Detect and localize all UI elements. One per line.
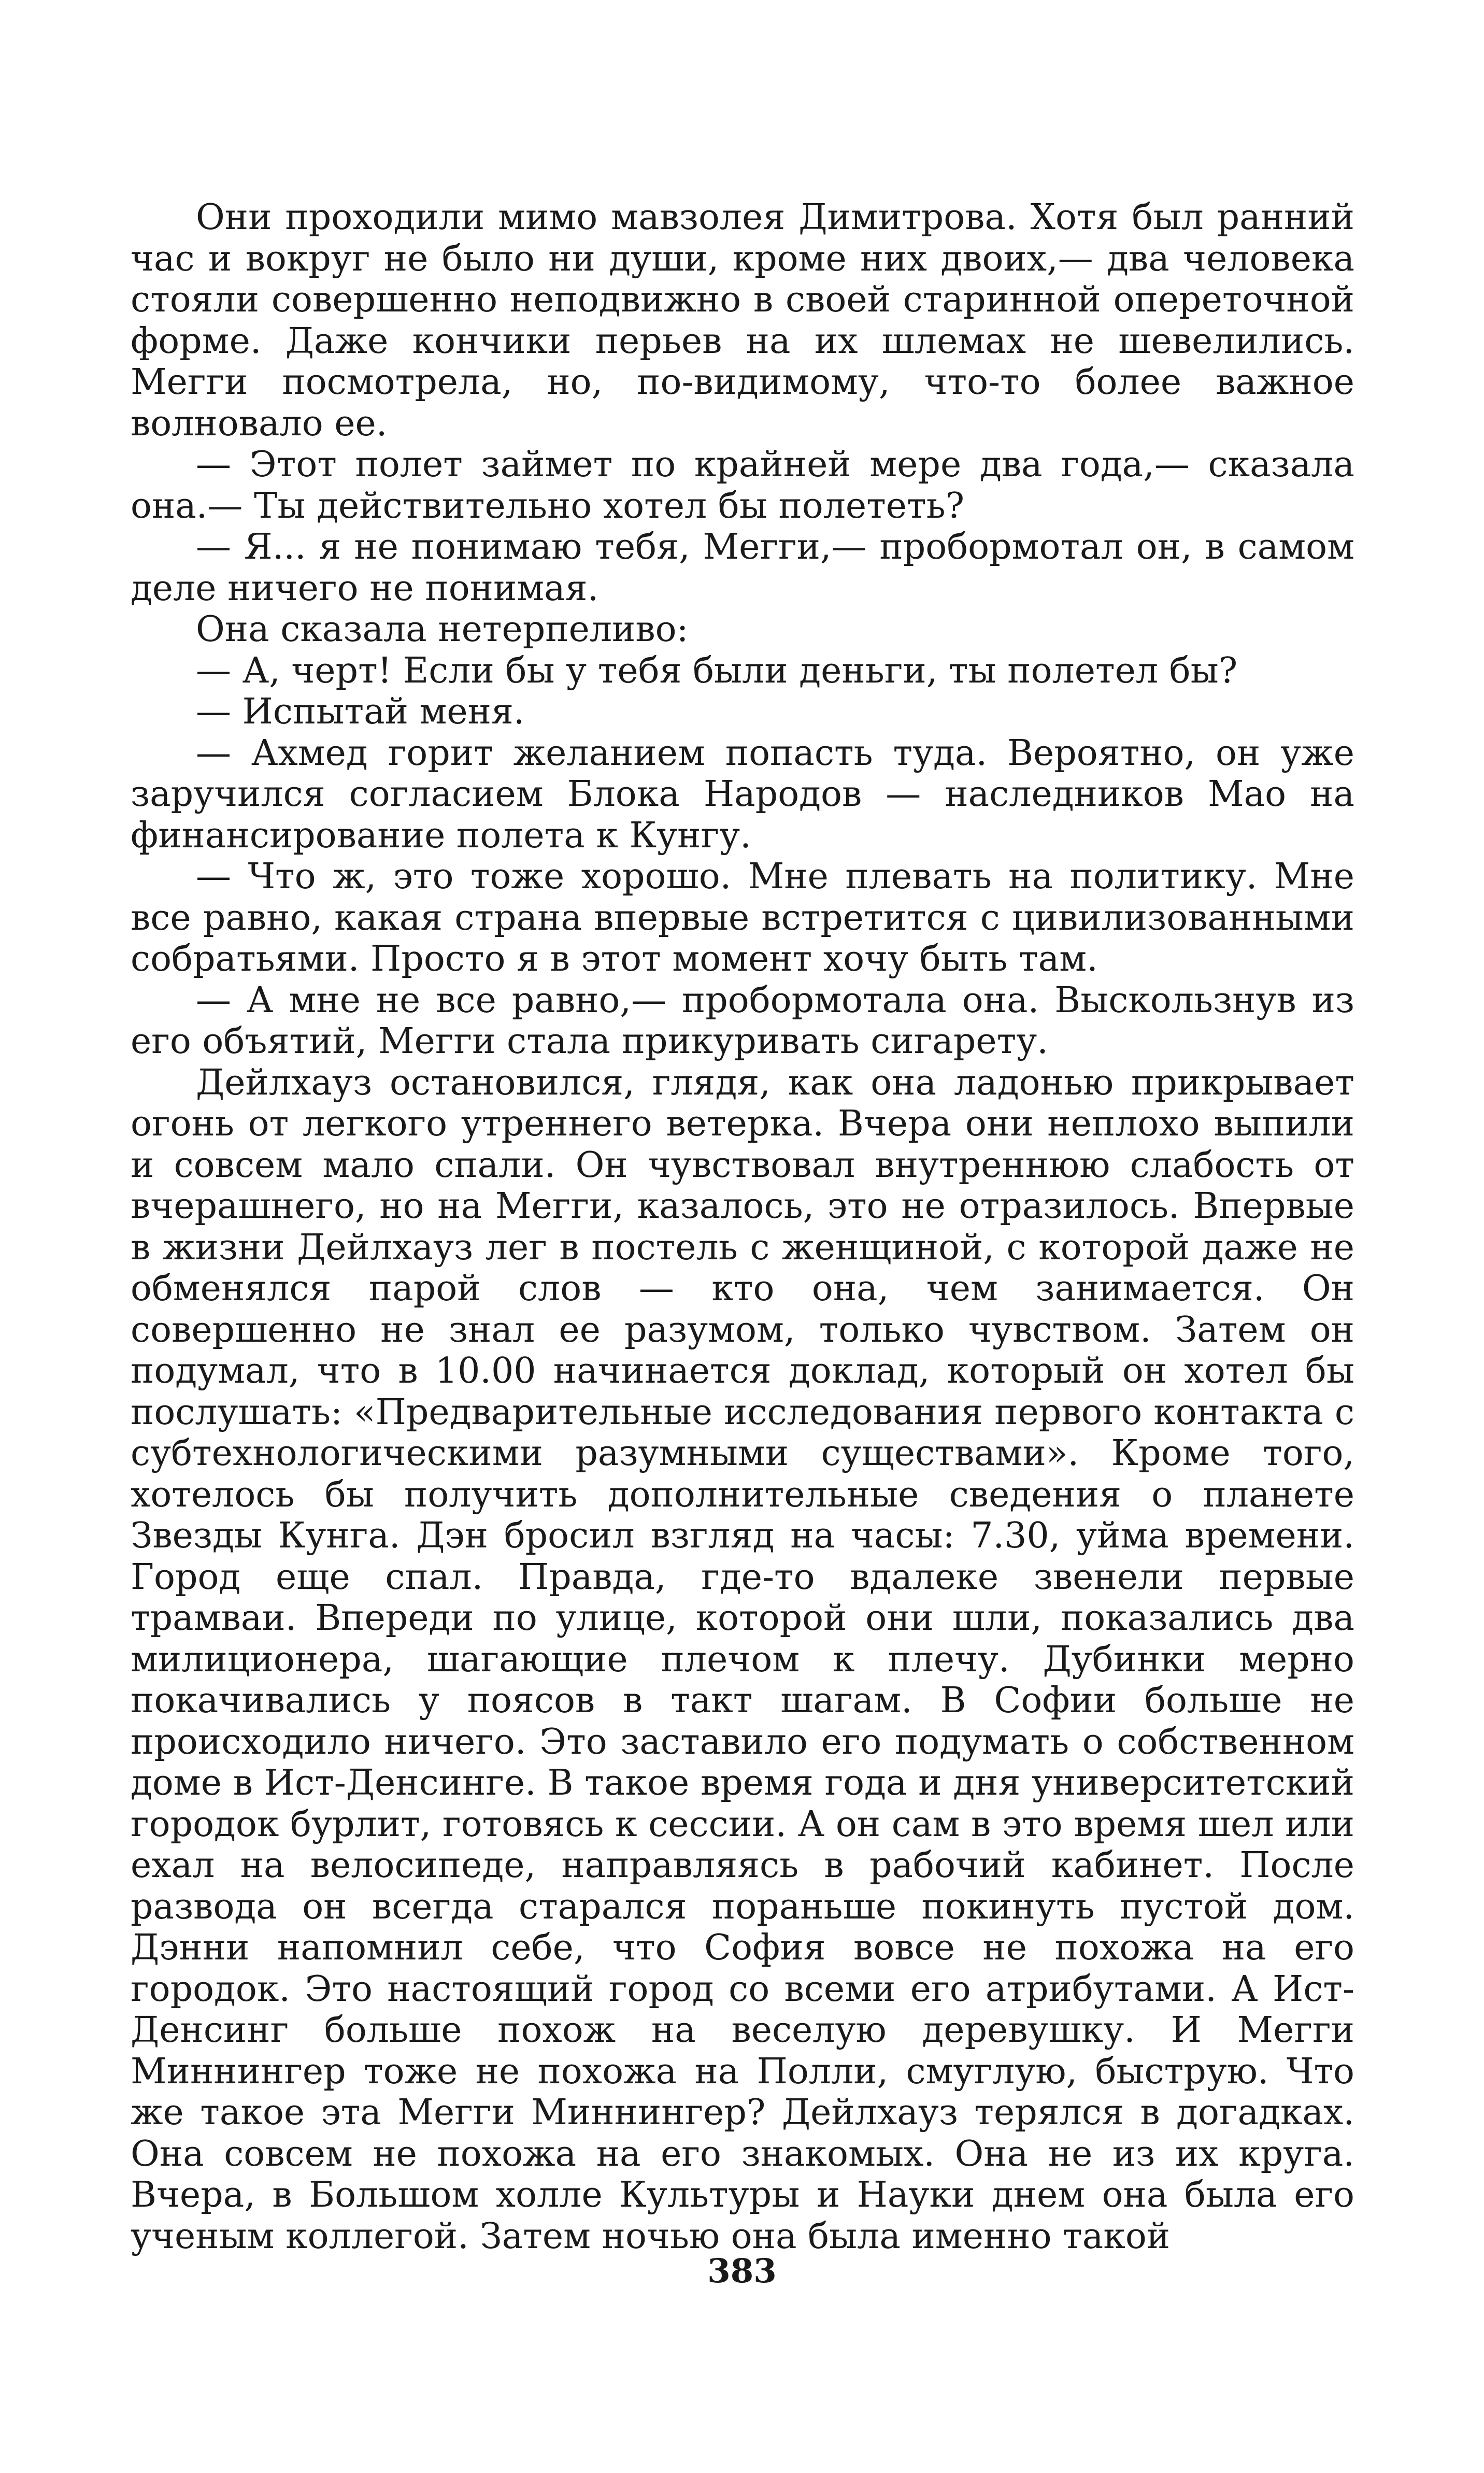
paragraph: — Что ж, это тоже хорошо. Мне плевать на политику. Мне все равно, какая страна впервые встретится с цивилизованными собратьями. Просто я в этот момент хочу быть там. <box>131 856 1354 979</box>
page-number: 383 <box>707 2252 777 2291</box>
paragraph: — Я... я не понимаю тебя, Мегги,— пробормотал он, в самом деле ничего не понимая. <box>131 527 1354 609</box>
paragraph: — А мне не все равно,— пробормотала она. Выскользнув из его объятий, Мегги стала прикуривать сигарету. <box>131 979 1354 1062</box>
paragraph: — Испытай меня. <box>196 691 525 732</box>
paragraph: — А, черт! Если бы у тебя были деньги, ты полетел бы? <box>196 650 1238 691</box>
paragraph: Дейлхауз остановился, глядя, как она ладонью прикрывает огонь от легкого утреннего ветерка. Вчера они неплохо выпили и совсем мало спали. Он чувствовал внутреннюю слабость от вчерашнего, но на Мегги, казалось, это не отразилось. Впервые в жизни Дейлхауз лег в постель с женщиной, с которой даже не обменялся парой слов — кто она, чем занимается. Он совершенно не знал ее разумом, только чувством. Затем он подумал, что в 10.00 начинается доклад, который он хотел бы послушать: «Предварительные исследования первого контакта с субтехнологическими разумными существами». Кроме того, хотелось бы получить дополнительные сведения о планете Звезды Кунга. Дэн бросил взгляд на часы: 7.30, уйма времени. Город еще спал. Правда, где-то вдалеке звенели первые трамваи. Впереди по улице, которой они шли, показались два милиционера, шагающие плечом к плечу. Дубинки мерно покачивались у поясов в такт шагам. В Софии больше не происходило ничего. Это заставило его подумать о собственном доме в Ист-Денсинге. В такое время года и дня университетский городок бурлит, готовясь к сессии. А он сам в это время шел или ехал на велосипеде, направляясь в рабочий кабинет. После развода он всегда старался пораньше покинуть пустой дом. Дэнни напомнил себе, что София вовсе не похожа на его городок. Это настоящий город со всеми его атрибутами. А Ист-Денсинг больше похож на веселую деревушку. И Мегги Миннингер тоже не похожа на Полли, смуглую, быструю. Что же такое эта Мегги Миннингер? Дейлхауз терялся в догадках. Она совсем не похожа на его знакомых. Она не из их круга. Вчера, в Большом холле Культуры и Науки днем она была его ученым коллегой. Затем ночью она была именно такой <box>131 1062 1354 2257</box>
body-text <box>131 197 1354 2257</box>
paragraph: Она сказала нетерпеливо: <box>196 609 689 650</box>
paragraph: Они проходили мимо мавзолея Димитрова. Хотя был ранний час и вокруг не было ни души, кроме них двоих,— два человека стояли совершенно неподвижно в своей старинной опереточной форме. Даже кончики перьев на их шлемах не шевелились. Мегги посмотрела, но, по-видимому, что-то более важное волновало ее. <box>131 197 1354 444</box>
paragraph: — Ахмед горит желанием попасть туда. Вероятно, он уже заручился согласием Блока Народов — наследников Мао на финансирование полета к Кунгу. <box>131 732 1354 856</box>
paragraph: — Этот полет займет по крайней мере два года,— сказала она.— Ты действительно хотел бы полететь? <box>131 444 1354 527</box>
